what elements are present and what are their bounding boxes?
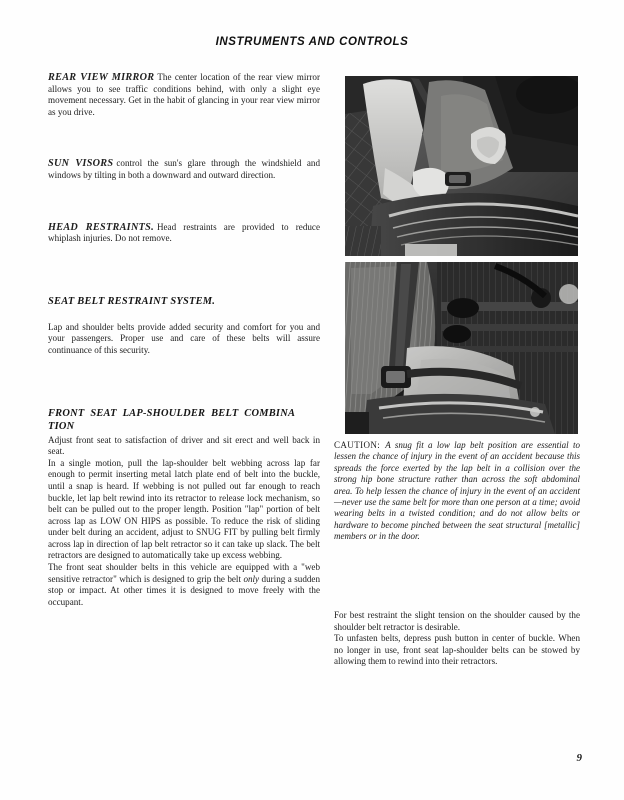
front-seat-paragraph-retractor (48, 562, 320, 608)
seat-belt-buckling-photo (345, 76, 578, 256)
closing-paragraph-unfasten: To unfasten belts, depress push button in center of buckle. When no longer in use, front seat lap-shoulder belts can be stowed by allowing them to rewind into their retractors. (334, 633, 580, 667)
spacer (48, 308, 320, 322)
rear-view-mirror-paragraph (48, 72, 320, 118)
rear-view-mirror-body: The center location of the rear view mirror allows you to see traffic conditions behind, with only a slight eye movement necessary. Get in the habit of glancing in your rear view mirror as you drive. (48, 72, 320, 117)
section-seat-belt-restraint-system (48, 295, 320, 357)
closing-block (334, 610, 580, 668)
page-number: 9 (576, 752, 582, 764)
closing-paragraph-tension: For best restraint the slight tension on the shoulder caused by the shoulder belt retractor is desirable. (334, 610, 580, 632)
spacer (48, 357, 320, 407)
section-sun-visors (48, 158, 320, 181)
front-seat-heading-line-2: TION (48, 420, 75, 432)
caution-body: A snug fit a low lap belt position are essential to lessen the chance of injury in the event of an accident because this spreads the force exerted by the lap belt in a collision over the strong hip bone structure rather than across the soft abdominal area. To help lessen the chance of injury in the event of an accident—never use the same belt for more than one person at a time; avoid wearing belts in a twisted condition; and do not allow belts or hardware to become pinched between the seat structural [metallic] members or in the door. (334, 440, 580, 542)
spacer (48, 245, 320, 295)
lap-belt-position-photo (345, 262, 578, 434)
section-front-seat-lap-shoulder-belt (48, 407, 320, 609)
sun-visors-paragraph (48, 158, 320, 181)
rear-view-mirror-heading: REAR VIEW MIRROR (48, 72, 155, 83)
retractor-text-part-2: during a sudden stop or impact. At other times it is designed to move freely with the occupant. (48, 573, 320, 607)
head-restraints-paragraph (48, 222, 320, 245)
seat-belt-buckling-photo-image (345, 76, 578, 256)
spacer (48, 182, 320, 222)
front-seat-paragraph-buckling: In a single motion, pull the lap-shoulder belt webbing across lap far enough to permit inserting metal latch plate end of belt into the buckle, until a snap is heard. If webbing is not pulled out far enough to reach buckle, let lap belt rewind into its retractor to release lock mechanism, so belt can be pulled out to the proper length. Position "lap" portion of belt across lap as LOW ON HIPS as possible. To reduce the risk of sliding under belt during an accident, adjust to SNUG FIT by pulling belt firmly across lap in direction of lap belt retractor so it can take up slack. The belt retractors are designed to automatically take up excess webbing. (48, 457, 320, 561)
sun-visors-heading: SUN VISORS (48, 158, 114, 170)
caution-label: CAUTION: (334, 440, 381, 450)
caution-paragraph (334, 440, 580, 543)
spacer (48, 118, 320, 158)
front-seat-paragraph-adjust: Adjust front seat to satisfaction of driver and sit erect and well back in seat. (48, 434, 320, 457)
front-seat-heading-line-1: FRONT SEAT LAP-SHOULDER BELT COMBINA (48, 407, 296, 419)
sun-visors-body: control the sun's glare through the windshield and windows by tilting in both a downward and outward direction. (48, 158, 320, 180)
page-running-header: INSTRUMENTS AND CONTROLS (215, 36, 409, 48)
head-restraints-heading: HEAD RESTRAINTS. (48, 221, 154, 233)
left-text-column (48, 72, 320, 608)
seat-belt-restraint-system-body: Lap and shoulder belts provide added security and comfort for you and your passengers. Proper use and care of these belts will assure continuance of this security. (48, 321, 320, 355)
head-restraints-body: Head restraints are provided to reduce whiplash injuries. Do not remove. (48, 221, 320, 244)
retractor-emphasis-only: only (243, 573, 260, 584)
seat-belt-restraint-system-heading: SEAT BELT RESTRAINT SYSTEM. (48, 295, 216, 307)
section-rear-view-mirror (48, 72, 320, 118)
retractor-text-part-1: The front seat shoulder belts in this vehicle are equipped with a "web sensitive retractor" which is designed to grip the belt (48, 562, 320, 584)
caution-block (334, 440, 580, 543)
section-head-restraints (48, 222, 320, 245)
lap-belt-position-photo-image (345, 262, 578, 434)
